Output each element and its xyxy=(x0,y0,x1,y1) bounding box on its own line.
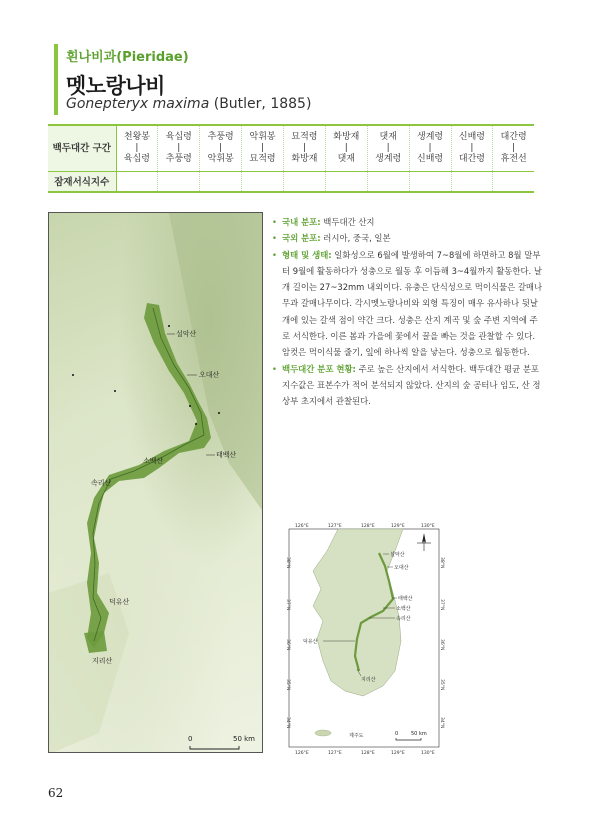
description-item xyxy=(272,361,544,410)
range-section xyxy=(158,125,200,171)
inset-label-jirisan: 지리산 xyxy=(361,677,376,683)
lat-34-right: 34°N xyxy=(439,717,444,729)
inset-label-songnisan: 속리산 xyxy=(396,616,411,622)
species-korean-name: 멧노랑나비 xyxy=(66,74,165,98)
range-section xyxy=(200,125,242,171)
species-scientific-name xyxy=(66,96,311,112)
inset-scale-end: 50 km xyxy=(411,731,427,737)
lat-38-right: 38°N xyxy=(439,557,444,569)
lon-129-bottom: 129°E xyxy=(391,751,405,756)
habitat-index-cell xyxy=(451,171,493,192)
range-section-to: 악휘봉 xyxy=(207,153,234,164)
lon-126-bottom: 126°E xyxy=(295,751,309,756)
range-section xyxy=(409,125,451,171)
range-section-from: 추풍령 xyxy=(207,131,234,142)
range-section-to: 신배령 xyxy=(417,153,444,164)
lat-36-left: 36°N xyxy=(285,639,290,651)
habitat-index-cell xyxy=(242,171,284,192)
range-section-from: 천왕봉 xyxy=(123,131,150,142)
range-section-to: 휴전선 xyxy=(500,153,527,164)
description-text: 러시아, 중국, 일본 xyxy=(320,233,391,244)
range-section-from: 화방재 xyxy=(333,131,360,142)
inset-label-odaesan: 오대산 xyxy=(394,565,409,571)
habitat-index-cell xyxy=(367,171,409,192)
range-section-from: 악휘봉 xyxy=(249,131,276,142)
lon-127-top: 127°E xyxy=(328,524,342,529)
range-section-sep: | xyxy=(428,142,432,153)
description-item xyxy=(272,247,544,361)
habitat-index-cell xyxy=(493,171,534,192)
description-label: 형태 및 생태: xyxy=(282,249,332,260)
description-item xyxy=(272,230,544,246)
range-section-to: 생계령 xyxy=(375,153,402,164)
label-taebaeksan: 태백산 xyxy=(216,451,237,459)
description-text: 일화성으로 6월에 발생하여 7~8월에 하면하고 8월 말부터 9월에 활동하다가 성충으로 월동 후 이듬해 3~4월까지 활동한다. 날개 길이는 27~32mm 내외이다. 유충은 단식성으로 먹이식물은 갈매나무과 갈매나무이다. 각시멧노랑나비와 외형 특징이 매우 유사하나 뒷날개에 있는 갈색 점이 약간 크다. 성충은 산지 계곡 및 숲 주변 지역에 주로 서식한다. 이른 봄과 가을에 꽃에서 꿀을 빠는 것을 관찰할 수 있다. 암컷은 먹이식물 줄기, 잎에 하나씩 알을 낳는다. 성충으로 월동한다. xyxy=(282,249,543,358)
range-section-to: 추풍령 xyxy=(165,153,192,164)
family-name: 흰나비과(Pieridae) xyxy=(66,50,189,65)
range-section xyxy=(242,125,284,171)
lon-129-top: 129°E xyxy=(391,524,405,529)
lat-37-left: 37°N xyxy=(285,599,290,611)
lon-130-bottom: 130°E xyxy=(421,751,435,756)
inset-label-taebaeksan: 태백산 xyxy=(398,596,413,602)
description-text: 주로 높은 산지에서 서식한다. 백두대간 평균 분포지수값은 표본수가 적어 분석되지 않았다. 산지의 숲 공터나 임도, 산 정상부 초지에서 관찰된다. xyxy=(282,363,541,407)
range-row-header: 백두대간 구간 xyxy=(48,125,116,171)
main-map-svg xyxy=(49,213,263,753)
habitat-index-cell xyxy=(116,171,158,192)
title-accent-bar xyxy=(54,44,58,115)
species-description-list xyxy=(272,214,544,410)
range-section-to: 대간령 xyxy=(458,153,485,164)
description-label: 백두대간 분포 현황: xyxy=(282,363,356,374)
range-section-from: 육십령 xyxy=(165,131,192,142)
label-odaesan: 오대산 xyxy=(199,371,220,379)
range-section-from: 댓재 xyxy=(379,131,397,142)
lat-34-left: 34°N xyxy=(285,717,290,729)
habitat-index-cell xyxy=(200,171,242,192)
inset-label-deogyusan: 덕유산 xyxy=(303,639,318,645)
main-scale-bar xyxy=(188,735,255,749)
range-section-from: 대간령 xyxy=(500,131,527,142)
habitat-index-cell xyxy=(325,171,367,192)
scale-zero: 0 xyxy=(188,735,193,743)
habitat-index-cell xyxy=(409,171,451,192)
range-section xyxy=(367,125,409,171)
lat-38-left: 38°N xyxy=(285,557,290,569)
inset-scale-zero: 0 xyxy=(395,731,399,737)
inset-map xyxy=(283,521,445,761)
range-section-from: 묘적령 xyxy=(291,131,318,142)
range-section-sep: | xyxy=(261,142,265,153)
range-section-sep: | xyxy=(302,142,306,153)
range-section-to: 육십령 xyxy=(123,153,150,164)
range-section-to: 묘적령 xyxy=(249,153,276,164)
terrain-ridge xyxy=(169,213,263,513)
label-jirisan: 지리산 xyxy=(92,657,113,665)
range-section-sep: | xyxy=(135,142,139,153)
inset-jeju xyxy=(315,730,331,736)
range-section xyxy=(451,125,493,171)
inset-label-sobaeksan: 소백산 xyxy=(396,606,411,612)
lat-36-right: 36°N xyxy=(439,639,444,651)
lon-130-top: 130°E xyxy=(421,524,435,529)
lon-128-bottom: 128°E xyxy=(361,751,375,756)
lat-37-right: 37°N xyxy=(439,599,444,611)
scale-end: 50 km xyxy=(233,735,256,743)
habitat-index-row-header: 잠재서식지수 xyxy=(48,171,116,192)
range-section xyxy=(493,125,534,171)
lon-127-bottom: 127°E xyxy=(328,751,342,756)
range-section-sep: | xyxy=(512,142,516,153)
inset-label-seoraksan: 설악산 xyxy=(390,552,405,558)
label-songnisan: 속리산 xyxy=(91,479,112,487)
lat-35-left: 35°N xyxy=(285,679,290,691)
range-section-sep: | xyxy=(344,142,348,153)
lon-128-top: 128°E xyxy=(361,524,375,529)
description-item xyxy=(272,214,544,230)
range-section-sep: | xyxy=(470,142,474,153)
scientific-binomial: Gonepteryx maxima xyxy=(66,96,210,112)
range-section xyxy=(325,125,367,171)
range-section-from: 생계령 xyxy=(417,131,444,142)
range-section-from: 신배령 xyxy=(458,131,485,142)
scientific-author: (Butler, 1885) xyxy=(209,96,312,112)
range-section-sep: | xyxy=(219,142,223,153)
range-section-sep: | xyxy=(177,142,181,153)
lat-35-right: 35°N xyxy=(439,679,444,691)
range-section xyxy=(116,125,158,171)
inset-map-svg xyxy=(283,521,445,761)
page-number: 62 xyxy=(48,786,64,800)
habitat-index-cell xyxy=(284,171,326,192)
description-text: 백두대간 산지 xyxy=(320,217,375,227)
description-label: 국외 분포: xyxy=(282,233,321,244)
label-seoraksan: 설악산 xyxy=(176,330,197,338)
range-table xyxy=(48,124,534,193)
label-sobaeksan: 소백산 xyxy=(143,457,164,465)
inset-label-jejudo: 제주도 xyxy=(349,733,364,739)
range-section-to: 화방재 xyxy=(291,153,318,164)
range-section-sep: | xyxy=(386,142,390,153)
description-label: 국내 분포: xyxy=(282,217,321,227)
main-distribution-map xyxy=(48,212,263,753)
lon-126-top: 126°E xyxy=(295,524,309,529)
range-section xyxy=(284,125,326,171)
habitat-index-cell xyxy=(158,171,200,192)
range-section-to: 댓재 xyxy=(337,153,355,164)
label-deogyusan: 덕유산 xyxy=(109,598,130,606)
